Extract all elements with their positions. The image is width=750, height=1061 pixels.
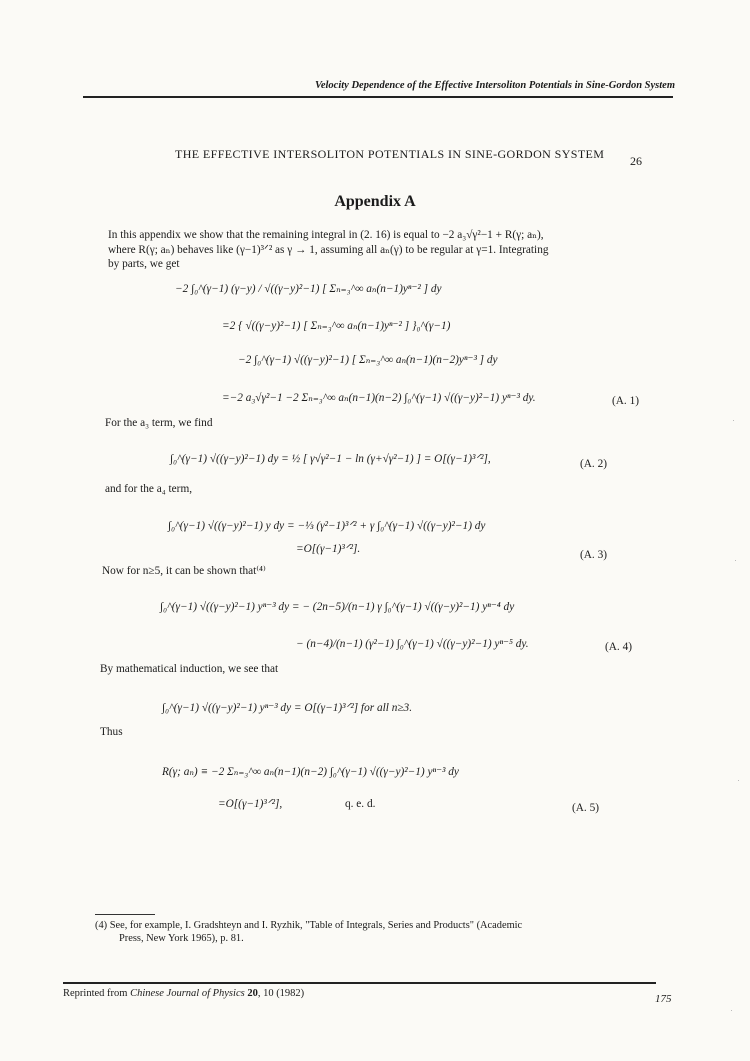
eq-a5-qed: q. e. d. [345,798,376,810]
text-now-for-n: Now for n≥5, it can be shown that⁽⁴⁾ [102,565,266,577]
section-head: THE EFFECTIVE INTERSOLITON POTENTIALS IN SINE-GORDON SYSTEM [175,147,605,161]
eq-a4-number: (A. 4) [605,641,632,653]
eq-a2-line-1: ∫₀^(γ−1) √((γ−y)²−1) dy = ½ [ γ√γ²−1 − ln (γ+√γ²−1) ] = O[(γ−1)³ᐟ²], [170,453,491,465]
footnote-line-1: (4) See, for example, I. Gradshteyn and I. Ryzhik, "Table of Integrals, Series and Products" (Academic [95,920,523,931]
eq-a4-line-1: ∫₀^(γ−1) √((γ−y)²−1) yⁿ⁻³ dy = − (2n−5)/(n−1) γ ∫₀^(γ−1) √((γ−y)²−1) yⁿ⁻⁴ dy [160,601,515,613]
text-a4-term: and for the a₄ term, [105,483,193,495]
running-head: Velocity Dependence of the Effective Intersoliton Potentials in Sine-Gordon System [315,80,675,91]
reprint-note [63,988,304,999]
intro-line-1: In this appendix we show that the remaining integral in (2. 16) is equal to −2 a₃√γ²−1 + R(γ; aₙ), [108,229,544,241]
page-number-top: 26 [630,154,642,168]
journal-name: Chinese Journal of Physics [130,988,245,999]
eq-a1-line-1: −2 ∫₀^(γ−1) (γ−y) / √((γ−y)²−1) [ Σₙ₌₃^∞ aₙ(n−1)yⁿ⁻² ] dy [175,283,442,295]
journal-volume: 20 [247,988,258,999]
eq-a3-line-1: ∫₀^(γ−1) √((γ−y)²−1) y dy = −⅓ (γ²−1)³ᐟ² + γ ∫₀^(γ−1) √((γ−y)²−1) dy [168,520,486,532]
eq-a1-line-4: =−2 a₃√γ²−1 −2 Σₙ₌₃^∞ aₙ(n−1)(n−2) ∫₀^(γ−1) √((γ−y)²−1) yⁿ⁻³ dy. [222,392,536,404]
scan-speck [733,420,734,421]
eq-a1-line-3: −2 ∫₀^(γ−1) √((γ−y)²−1) [ Σₙ₌₃^∞ aₙ(n−1)(n−2)yⁿ⁻³ ] dy [238,354,498,366]
eq-a1-line-2: =2 { √((γ−y)²−1) [ Σₙ₌₃^∞ aₙ(n−1)yⁿ⁻² ] }₀^(γ−1) [222,320,451,332]
reprint-prefix: Reprinted from [63,988,131,999]
footer-rule [63,982,656,984]
page-number-bottom: 175 [655,993,672,1005]
eq-a5-line-2: =O[(γ−1)³ᐟ²], [218,798,283,810]
scan-speck [735,560,736,561]
appendix-title: Appendix A [334,193,416,210]
footnote [95,919,635,945]
text-a3-term: For the a₃ term, we find [105,417,213,429]
text-thus: Thus [100,726,123,738]
intro-line-2: where R(γ; aₙ) behaves like (γ−1)³ᐟ² as γ → 1, assuming all aₙ(γ) to be regular at γ=1. Integrating [108,243,549,256]
scan-speck [731,1010,732,1011]
eq-a5-number: (A. 5) [572,802,599,814]
eq-a3-line-2: =O[(γ−1)³ᐟ²]. [296,543,361,555]
intro-paragraph [108,228,648,272]
eq-a3-number: (A. 3) [580,549,607,561]
header-rule [83,96,673,98]
eq-a5-line-1: R(γ; aₙ) ≡ −2 Σₙ₌₃^∞ aₙ(n−1)(n−2) ∫₀^(γ−1) √((γ−y)²−1) yⁿ⁻³ dy [162,766,459,778]
reprint-rest: , 10 (1982) [257,988,305,999]
scan-speck [738,780,739,781]
eq-induction: ∫₀^(γ−1) √((γ−y)²−1) yⁿ⁻³ dy = O[(γ−1)³ᐟ²] for all n≥3. [162,702,413,714]
text-induction: By mathematical induction, we see that [100,663,279,675]
eq-a4-line-2: − (n−4)/(n−1) (γ²−1) ∫₀^(γ−1) √((γ−y)²−1) yⁿ⁻⁵ dy. [296,638,529,650]
footnote-rule [95,914,155,915]
intro-line-3: by parts, we get [108,258,180,270]
footnote-line-2: Press, New York 1965), p. 81. [119,933,244,944]
eq-a2-number: (A. 2) [580,458,607,470]
eq-a1-number: (A. 1) [612,395,639,407]
